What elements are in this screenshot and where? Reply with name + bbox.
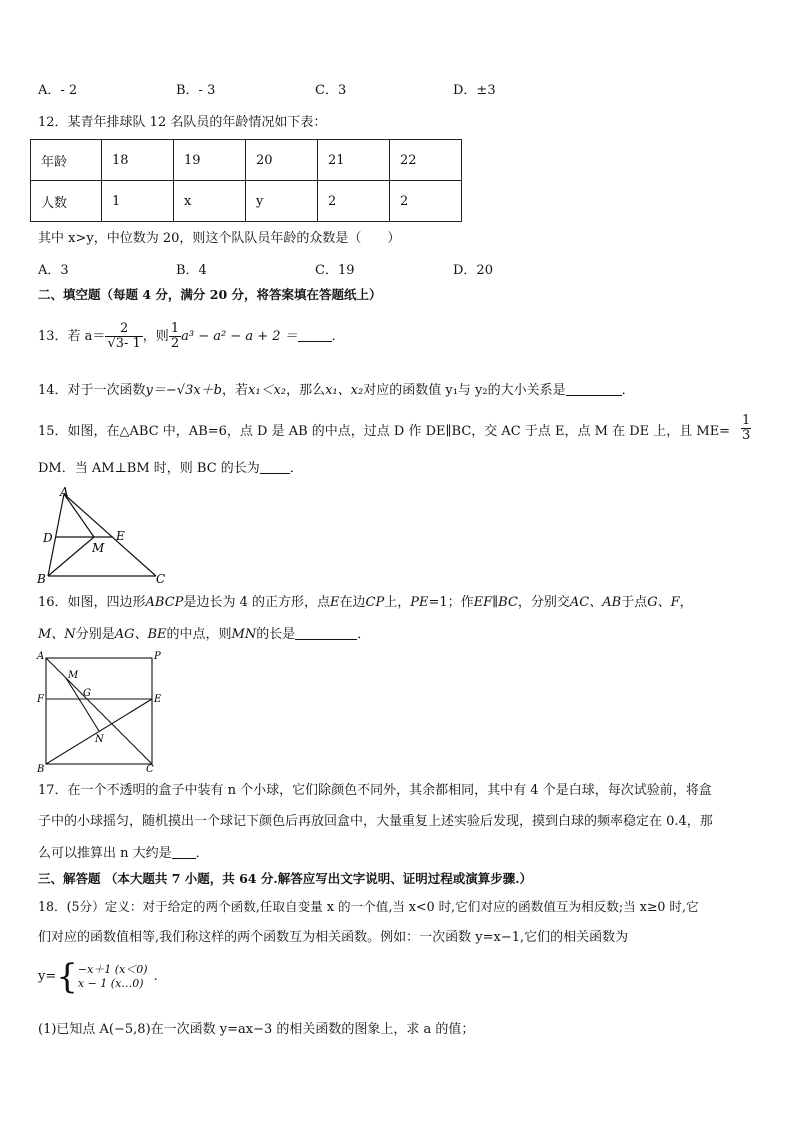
frac-denominator: 2 [170, 336, 180, 351]
label-b: B [37, 764, 45, 775]
q14-text: ，那么 [286, 383, 326, 398]
table-cell: 20 [246, 140, 318, 181]
q16-math: E [329, 595, 340, 610]
brace-icon: { [56, 957, 78, 997]
q14-end: ． [621, 383, 635, 398]
q14-variables: x₁、x₂ [325, 383, 364, 398]
square-figure [36, 650, 166, 775]
label-c: C [156, 572, 166, 586]
answer-blank[interactable] [260, 459, 290, 474]
q16-text: 的中点，则 [166, 627, 232, 642]
q15-text: DM．当 AM⊥BM 时，则 BC 的长为 [38, 461, 260, 476]
label-e: E [154, 694, 162, 705]
case-2: x − 1 (x…0) [77, 977, 144, 990]
q14-function: y＝−√3x＋b [145, 383, 222, 398]
case-1: −x＋1 (x＜0) [77, 963, 148, 976]
answer-blank[interactable] [566, 381, 622, 396]
q16-text: 是边长为 4 的正方形，点 [183, 595, 330, 610]
frac-numerator: 2 [105, 322, 142, 337]
line-be [46, 699, 152, 764]
q17-line3 [38, 844, 209, 863]
piecewise-cases [78, 963, 148, 991]
q11-option-a: A．- 2 [38, 83, 78, 98]
q16-text: =1；作 [428, 595, 474, 610]
q17-line1: 17．在一个不透明的盒子中装有 n 个小球，它们除颜色不同外，其余都相同，其中有 4 个是白球，每次试验前，将盒 [38, 783, 712, 798]
label-f: F [37, 694, 44, 705]
q14 [38, 381, 635, 400]
q13-fraction-half [169, 322, 181, 351]
q13-number: 13．若 a＝ [38, 329, 106, 344]
section3-heading: 三、解答题 （本大题共 7 小题，共 64 分.解答应写出文字说明、证明过程或演算步骤.） [38, 871, 533, 886]
table-cell: 2 [390, 181, 462, 222]
table-cell: x [174, 181, 246, 222]
q12-stem: 12．某青年排球队 12 名队员的年龄情况如下表： [38, 115, 327, 130]
label-d: D [43, 531, 53, 545]
table-cell: y [246, 181, 318, 222]
frac-numerator: 1 [170, 321, 180, 336]
q17-line2: 子中的小球摇匀，随机摸出一个球记下颜色后再放回盒中，大量重复上述实验后发现，摸到白球的频率稳定在 0.4，那 [38, 814, 713, 829]
q14-inequality: x₁＜x₂ [248, 383, 287, 398]
line-ac [46, 658, 152, 764]
q14-text: ，若 [222, 383, 249, 398]
q18-sub1: (1)已知点 A(−5,8)在一次函数 y=ax−3 的相关函数的图象上，求 a 的值； [38, 1022, 475, 1037]
q17-text: 么可以推算出 n 大约是 [38, 846, 172, 861]
q12-condition: 其中 x>y，中位数为 20，则这个队队员年龄的众数是（ ） [38, 231, 401, 246]
label-g: G [83, 688, 91, 699]
q12-option-c: C．19 [315, 263, 355, 278]
q16-math: PE [410, 595, 429, 610]
q14-text: 对应的函数值 y₁与 y₂的大小关系是 [363, 383, 566, 398]
frac-denominator: 3 [742, 428, 751, 443]
line-ac [64, 494, 156, 576]
q11-option-d: D．±3 [453, 83, 496, 98]
table-cell: 19 [174, 140, 246, 181]
table-cell: 2 [318, 181, 390, 222]
answer-blank[interactable] [172, 844, 196, 859]
q13-end: ． [331, 329, 345, 344]
label-m: M [92, 541, 105, 555]
q16-math: M、N [38, 627, 76, 642]
q16-math: CP [365, 595, 385, 610]
q12-option-a: A．3 [38, 263, 69, 278]
section2-heading: 二、填空题（每题 4 分，满分 20 分，将答案填在答题纸上） [38, 287, 382, 302]
frac-numerator: 1 [742, 413, 751, 428]
q11-option-b: B．- 3 [176, 83, 216, 98]
table-cell: 1 [102, 181, 174, 222]
q15-fraction [741, 414, 751, 443]
table-cell: 人数 [31, 181, 102, 222]
table-row-age [31, 140, 462, 181]
q16-math: MN [231, 627, 257, 642]
q14-text: 14．对于一次函数 [38, 383, 146, 398]
piecewise-dot: . [153, 969, 158, 984]
q16-text: 的长是 [256, 627, 296, 642]
line-am [64, 494, 94, 537]
label-n: N [95, 734, 104, 745]
q18-piecewise [38, 957, 158, 997]
q13-fraction-a [105, 322, 142, 351]
piecewise-y: y= [38, 969, 57, 984]
q15-end: ． [289, 461, 303, 476]
frac-denominator: √3- 1 [107, 336, 141, 351]
q16-end: ． [357, 627, 371, 642]
q15-line1 [38, 423, 730, 441]
label-a: A [37, 651, 45, 662]
q13-comma: ，则 [142, 329, 169, 344]
q16-text: ， [679, 595, 693, 610]
q16-line2 [38, 625, 370, 644]
triangle-figure [34, 486, 174, 586]
label-c: C [146, 764, 154, 775]
q16-math: G、F [647, 595, 680, 610]
q15-line2 [38, 459, 303, 478]
q15-text: 15．如图，在△ABC 中，AB=6，点 D 是 AB 的中点，过点 D 作 DE∥BC，交 AC 于点 E，点 M 在 DE 上，且 ME= [38, 424, 731, 439]
q16-math: EF∥BC [473, 595, 518, 610]
line-mn [66, 678, 99, 731]
q16-text: 分别是 [75, 627, 115, 642]
label-b: B [37, 572, 46, 586]
q17-end: ． [195, 846, 209, 861]
q16-text: 于点 [621, 595, 648, 610]
table-row-count [31, 181, 462, 222]
q11-option-c: C．3 [315, 83, 347, 98]
label-m: M [68, 670, 79, 681]
age-table [30, 139, 462, 222]
q16-line1 [38, 594, 693, 612]
q13 [38, 318, 345, 356]
q16-text: 上， [384, 595, 411, 610]
answer-blank[interactable] [295, 625, 357, 640]
q18-line1: 18．(5分）定义：对于给定的两个函数,任取自变量 x 的一个值,当 x<0 时,它们对应的函数值互为相反数;当 x≥0 时,它 [38, 899, 699, 914]
q16-text: 在边 [339, 595, 366, 610]
label-p: P [154, 651, 161, 662]
q16-math: AG、BE [114, 627, 167, 642]
q12-option-d: D．20 [453, 263, 493, 278]
q16-text: 16．如图，四边形 [38, 595, 146, 610]
q12-option-b: B．4 [176, 263, 207, 278]
answer-blank[interactable] [298, 327, 332, 342]
table-cell: 21 [318, 140, 390, 181]
table-cell: 年龄 [31, 140, 102, 181]
label-e: E [116, 529, 125, 543]
q16-math: ABCP [145, 595, 184, 610]
table-cell: 18 [102, 140, 174, 181]
table-cell: 22 [390, 140, 462, 181]
q16-math: AC、AB [569, 595, 622, 610]
q16-text: ，分别交 [517, 595, 570, 610]
q13-expression: a³ − a² − a + 2 ＝ [181, 329, 298, 344]
q18-line2: 们对应的函数值相等,我们称这样的两个函数互为相关函数。例如：一次函数 y=x−1,它们的相关函数为 [38, 930, 629, 945]
label-a: A [60, 486, 69, 499]
